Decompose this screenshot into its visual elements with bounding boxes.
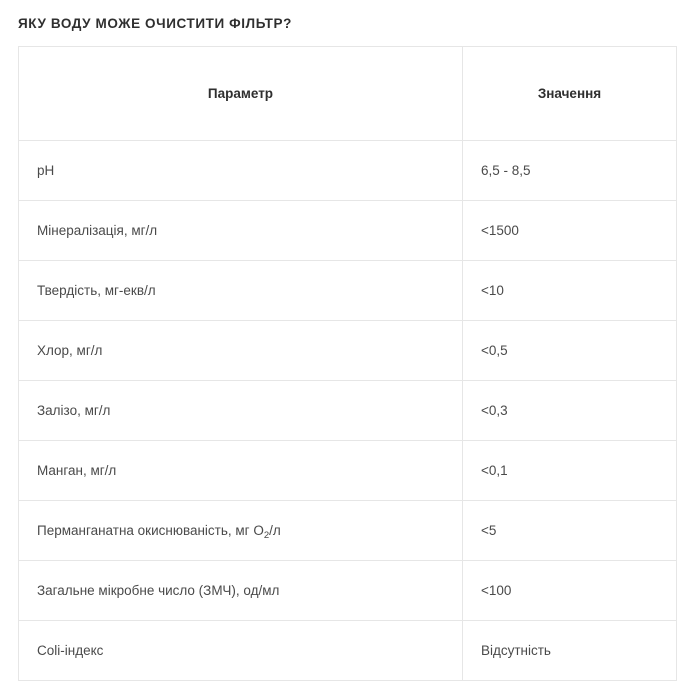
cell-value: <10 bbox=[462, 261, 676, 321]
cell-value: <5 bbox=[462, 501, 676, 561]
parameter-label: Залізо, мг/л bbox=[37, 403, 111, 419]
table-header-row bbox=[19, 47, 676, 141]
cell-value: <100 bbox=[462, 561, 676, 621]
water-parameters-table-container bbox=[18, 46, 677, 681]
table-row bbox=[19, 201, 676, 261]
parameter-label-subscript: 2 bbox=[263, 530, 270, 542]
table-row bbox=[19, 381, 676, 441]
water-parameters-table bbox=[19, 47, 676, 681]
table-row bbox=[19, 321, 676, 381]
cell-parameter bbox=[19, 441, 462, 501]
cell-parameter bbox=[19, 381, 462, 441]
table-row bbox=[19, 141, 676, 201]
cell-parameter bbox=[19, 201, 462, 261]
cell-value: <0,1 bbox=[462, 441, 676, 501]
table-header bbox=[19, 47, 676, 141]
cell-value: 6,5 - 8,5 bbox=[462, 141, 676, 201]
table-row bbox=[19, 501, 676, 561]
table-body bbox=[19, 141, 676, 681]
parameter-label-suffix: /л bbox=[269, 523, 281, 539]
cell-parameter bbox=[19, 561, 462, 621]
table-row bbox=[19, 621, 676, 681]
column-header-value: Значення bbox=[462, 47, 676, 141]
page-title: ЯКУ ВОДУ МОЖЕ ОЧИСТИТИ ФІЛЬТР? bbox=[18, 16, 292, 31]
parameter-label: Coli-індекс bbox=[37, 643, 104, 659]
parameter-label: Загальне мікробне число (ЗМЧ), од/мл bbox=[37, 583, 280, 599]
table-row bbox=[19, 561, 676, 621]
cell-value: <0,3 bbox=[462, 381, 676, 441]
cell-value: <1500 bbox=[462, 201, 676, 261]
table-row bbox=[19, 441, 676, 501]
cell-parameter bbox=[19, 141, 462, 201]
cell-parameter bbox=[19, 621, 462, 681]
cell-value: <0,5 bbox=[462, 321, 676, 381]
table-row bbox=[19, 261, 676, 321]
parameter-label: Твердість, мг-екв/л bbox=[37, 283, 156, 299]
parameter-label: Манган, мг/л bbox=[37, 463, 117, 479]
parameter-label: pH bbox=[37, 163, 55, 179]
parameter-label: Мінералізація, мг/л bbox=[37, 223, 158, 239]
cell-parameter bbox=[19, 321, 462, 381]
cell-value: Відсутність bbox=[462, 621, 676, 681]
parameter-label: Хлор, мг/л bbox=[37, 343, 103, 359]
column-header-parameter: Параметр bbox=[19, 47, 462, 141]
cell-parameter bbox=[19, 261, 462, 321]
parameter-label: Перманганатна окиснюваність, мг O bbox=[37, 523, 264, 539]
cell-parameter bbox=[19, 501, 462, 561]
